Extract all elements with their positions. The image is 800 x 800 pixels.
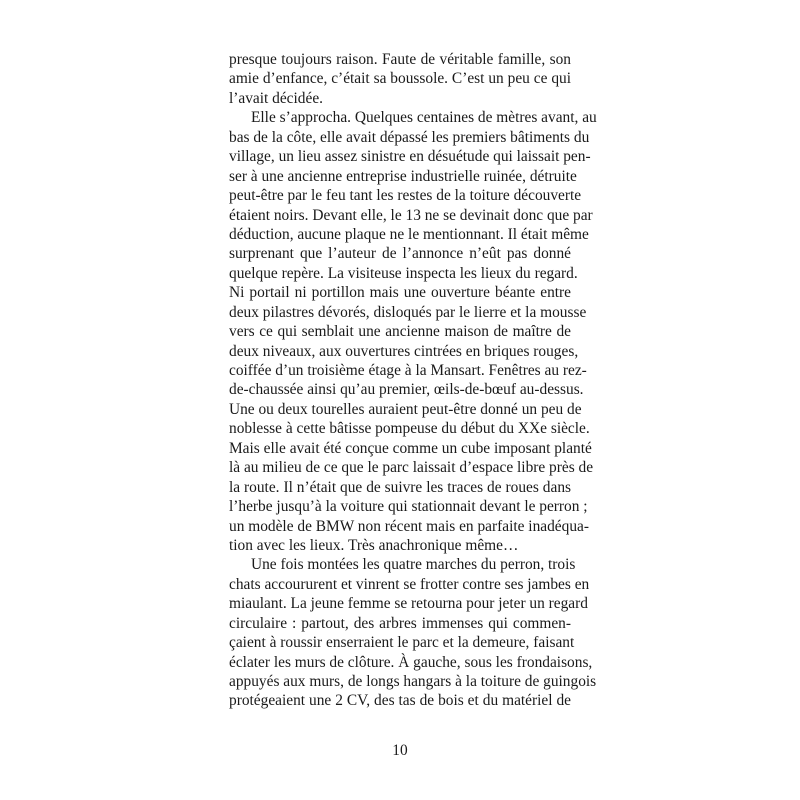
text-line: coiffée d’un troisième étage à la Mansart. Fenêtres au rez- [229, 362, 587, 379]
text-line: Une fois montées les quatre marches du perron, trois [251, 556, 576, 574]
text-line: surprenant que l’auteur de l’annonce n’eût pas donné [229, 245, 571, 263]
text-line: étaient noirs. Devant elle, le 13 ne se devinait donc que par [229, 206, 593, 224]
text-line: un modèle de BMW non récent mais en parfaite inadéqua- [229, 517, 589, 535]
text-line: éclater les murs de clôture. À gauche, sous les frondaisons, [229, 653, 593, 671]
text-line: de-chaussée ainsi qu’au premier, œils-de-bœuf au-dessus. [229, 381, 584, 399]
text-line: vers ce qui semblait une ancienne maison de maître de [229, 323, 571, 341]
text-line: chats accoururent et vinrent se frotter contre ses jambes en [229, 575, 590, 593]
text-line: tion avec les lieux. Très anachronique même… [229, 536, 519, 554]
text-line: quelque repère. La visiteuse inspecta les lieux du regard. [229, 264, 578, 282]
text-line: l’avait décidée. [229, 89, 323, 107]
text-line: bas de la côte, elle avait dépassé les premiers bâtiments du [229, 128, 590, 146]
text-line: protégeaient une 2 CV, des tas de bois et du matériel de [229, 692, 571, 710]
text-line: la route. Il n’était que de suivre les traces de roues dans [229, 478, 571, 496]
text-line: l’herbe jusqu’à la voiture qui stationnait devant le perron ; [229, 498, 588, 516]
text-line: là au milieu de ce que le parc laissait d’espace libre près de [229, 459, 594, 477]
page-number: 10 [392, 742, 408, 759]
text-line: amie d’enfance, c’était sa boussole. C’est un peu ce qui [229, 70, 571, 88]
text-line: circulaire : partout, des arbres immenses qui commen- [229, 614, 571, 632]
text-line: presque toujours raison. Faute de véritable famille, son [229, 51, 571, 68]
text-line: appuyés aux murs, de longs hangars à la toiture de guingois [229, 673, 597, 690]
text-line: noblesse à cette bâtisse pompeuse du début du XXe siècle. [229, 420, 590, 438]
text-line: deux pilastres dévorés, disloqués par le lierre et la mousse [229, 303, 587, 321]
text-line: ser à une ancienne entreprise industrielle ruinée, détruite [229, 167, 577, 185]
text-line: Ni portail ni portillon mais une ouverture béante entre [229, 284, 571, 302]
text-line: Une ou deux tourelles auraient peut-être donné un peu de [229, 400, 582, 418]
text-line: miaulant. La jeune femme se retourna pour jeter un regard [229, 595, 588, 613]
text-line: Mais elle avait été conçue comme un cube imposant planté [229, 439, 592, 457]
text-line: déduction, aucune plaque ne le mentionnant. Il était même [229, 225, 589, 243]
text-line: peut-être par le feu tant les restes de la toiture découverte [229, 187, 582, 205]
text-line: çaient à roussir enserraient le parc et la demeure, faisant [229, 634, 575, 652]
body-text [229, 50, 597, 711]
text-line: deux niveaux, aux ouvertures cintrées en briques rouges, [229, 342, 579, 360]
text-line: village, un lieu assez sinistre en désuétude qui laissait pen- [229, 148, 591, 166]
text-line: Elle s’approcha. Quelques centaines de mètres avant, au [251, 109, 597, 127]
